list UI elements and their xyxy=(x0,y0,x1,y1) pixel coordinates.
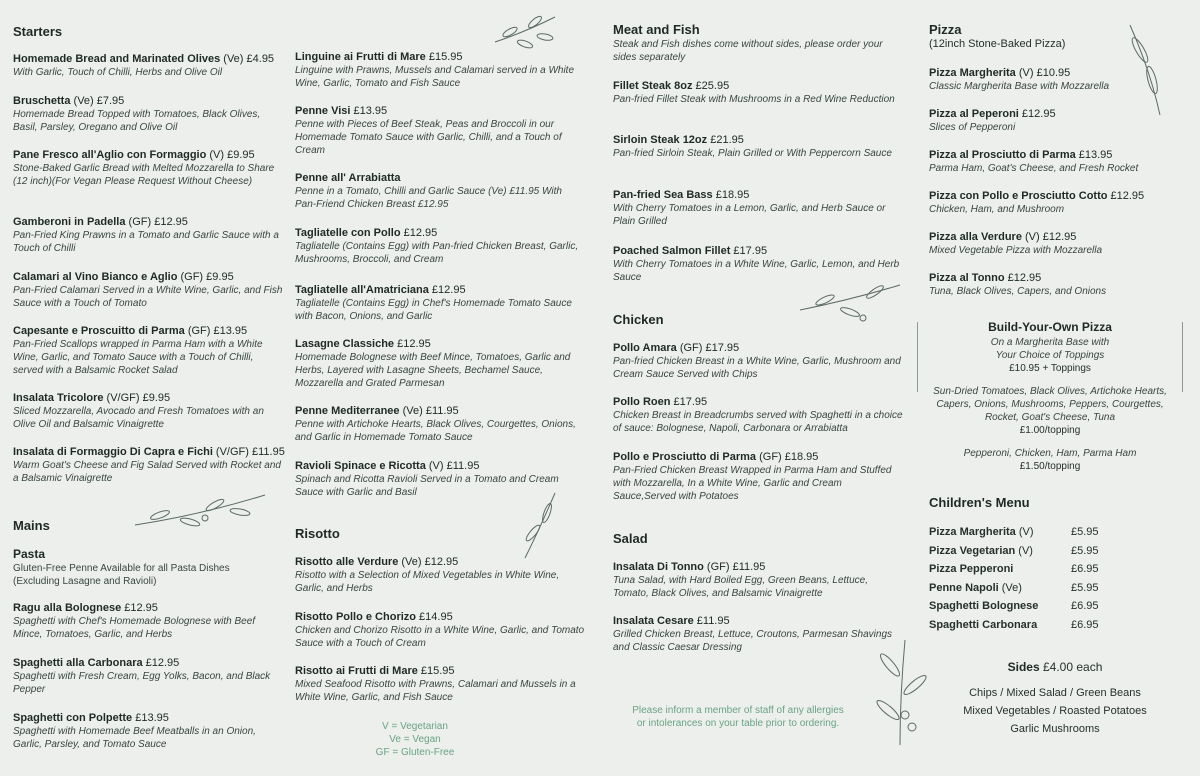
menu-item-name xyxy=(295,226,585,240)
dish-description: Mixed Vegetable Pizza with Mozzarella xyxy=(929,245,1103,256)
dish-description: Pan-Fried King Prawns in a Tomato and Garlic Sauce with a Touch of Chilli xyxy=(13,230,279,254)
byo-veg-price: £1.00/topping xyxy=(1019,425,1081,436)
byo-block xyxy=(920,320,1180,473)
menu-item xyxy=(295,50,585,90)
menu-item-name xyxy=(295,171,585,185)
diet-tag: (V) xyxy=(425,460,444,472)
dish-price: £13.95 xyxy=(132,712,169,724)
menu-item xyxy=(13,711,275,751)
diet-tag: (GF) xyxy=(703,561,730,573)
pasta-heading: Pasta xyxy=(13,547,46,561)
dish-name: Insalata Tricolore xyxy=(13,392,104,404)
dish-price: £9.95 xyxy=(139,392,171,404)
olive-branch-icon xyxy=(795,280,905,330)
menu-item xyxy=(929,66,1179,93)
dish-name: Pollo e Prosciutto di Parma xyxy=(613,451,757,463)
diet-tag: (GF) xyxy=(756,451,782,463)
dish-description: With Cherry Tomatoes in a Lemon, Garlic, and Herb Sauce or Plain Grilled xyxy=(613,203,886,227)
diet-tag: (V) xyxy=(1015,67,1034,79)
dish-description: Classic Margherita Base with Mozzarella xyxy=(929,81,1110,92)
diet-tag: (Ve) xyxy=(220,53,244,65)
menu-item-name xyxy=(13,601,275,615)
sides-line: Garlic Mushrooms xyxy=(1010,723,1100,735)
menu-item xyxy=(13,270,285,310)
dish-name: Penne Visi xyxy=(295,105,351,117)
dish-description: Spaghetti with Homemade Beef Meatballs in an Onion, Garlic, Parsley, and Tomato Sauce xyxy=(13,726,256,750)
dish-description: Homemade Bread Topped with Tomatoes, Black Olives, Basil, Parsley, Oregano and Olive Oil xyxy=(13,109,261,133)
dish-price: £10.95 xyxy=(1033,67,1071,79)
dish-price: £17.95 xyxy=(702,342,740,354)
dish-description: With Garlic, Touch of Chilli, Herbs and Olive Oil xyxy=(13,67,223,78)
menu-item xyxy=(295,104,585,157)
dish-name: Tagliatelle con Pollo xyxy=(295,227,401,239)
diet-legend xyxy=(360,720,470,759)
dish-price: £21.95 xyxy=(707,134,744,146)
dish-description: Pan-Fried Chicken Breast Wrapped in Parma Ham and Stuffed with Mozzarella, In a White Wine, Garlic and Cream Sauce,Served with Potatoes xyxy=(613,465,892,502)
dish-name: Risotto ai Frutti di Mare xyxy=(295,665,418,677)
diet-tag: (Ve) xyxy=(398,556,422,568)
dish-price: £13.95 xyxy=(210,325,248,337)
diet-tag: (V) xyxy=(1015,544,1033,557)
dish-price: £25.95 xyxy=(692,80,730,92)
legend-vegan: Ve = Vegan xyxy=(389,734,441,745)
diet-tag: (V) xyxy=(206,149,225,161)
dish-name: Pizza alla Verdure xyxy=(929,231,1022,243)
menu-item xyxy=(613,560,898,600)
sides-block xyxy=(930,660,1180,738)
dish-name: Gamberoni in Padella xyxy=(13,216,126,228)
dish-description: Pan-Fried Calamari Served in a White Wine, Garlic, and Fish Sauce with a Touch of Tomato xyxy=(13,285,283,309)
menu-item-name xyxy=(929,148,1179,162)
dish-name: Homemade Bread and Marinated Olives xyxy=(13,53,221,65)
kids-dish-price: £6.95 xyxy=(1071,563,1099,575)
menu-item xyxy=(13,391,285,431)
dish-price: £12.95 xyxy=(1039,231,1077,243)
menu-item xyxy=(295,555,587,595)
sides-price: £4.00 each xyxy=(1042,660,1103,674)
pizza-heading: Pizza xyxy=(929,22,962,37)
dish-name: Sirloin Steak 12oz xyxy=(613,134,708,146)
dish-name: Spaghetti alla Carbonara xyxy=(13,657,143,669)
dish-name: Pizza Margherita xyxy=(929,67,1016,79)
kids-menu-row xyxy=(929,544,1109,558)
kids-menu-row xyxy=(929,599,1109,613)
chicken-heading: Chicken xyxy=(613,312,664,327)
divider-right xyxy=(1182,322,1183,392)
menu-item xyxy=(13,215,285,255)
dish-name: Ravioli Spinace e Ricotta xyxy=(295,460,426,472)
menu-item-name xyxy=(295,404,585,418)
meat-note: Steak and Fish dishes come without sides, please order your sides separately xyxy=(613,39,883,63)
pizza-subheading: (12inch Stone-Baked Pizza) xyxy=(929,38,1066,50)
byo-meat-price: £1.50/topping xyxy=(1019,461,1081,472)
dish-name: Pizza al Peperoni xyxy=(929,108,1019,120)
kids-menu-row xyxy=(929,525,1109,539)
menu-item-name xyxy=(295,555,587,569)
dish-price: £11.95 xyxy=(248,446,285,458)
menu-item-name xyxy=(613,450,905,464)
menu-item xyxy=(613,614,898,654)
menu-item xyxy=(295,664,587,704)
dish-price: £9.95 xyxy=(224,149,255,161)
menu-item-name xyxy=(295,610,587,624)
dish-name: Spaghetti con Polpette xyxy=(13,712,133,724)
byo-line2: Your Choice of Toppings xyxy=(995,350,1105,361)
menu-item xyxy=(295,610,587,650)
legend-vegetarian: V = Vegetarian xyxy=(382,721,448,732)
menu-item xyxy=(929,148,1179,175)
kids-menu-row xyxy=(929,562,1109,576)
allergy-note: Please inform a member of staff of any allergies or intolerances on your table prior to ordering. xyxy=(632,705,844,729)
dish-price: £12.95 xyxy=(394,338,431,350)
dish-name: Capesante e Proscuitto di Parma xyxy=(13,325,185,337)
dish-description: Grilled Chicken Breast, Lettuce, Croutons, Parmesan Shavings and Classic Caesar Dressing xyxy=(613,629,893,653)
dish-price: £12.95 xyxy=(1004,272,1042,284)
dish-name: Risotto alle Verdure xyxy=(295,556,399,568)
menu-item-name xyxy=(613,395,905,409)
menu-item-name xyxy=(295,50,585,64)
diet-tag: (Ve) xyxy=(399,405,423,417)
menu-item-name xyxy=(613,341,905,355)
menu-item xyxy=(13,601,275,641)
sides-heading: Sides xyxy=(1007,660,1040,674)
menu-item-name xyxy=(929,66,1179,80)
menu-item xyxy=(613,341,905,381)
dish-description: Spaghetti with Fresh Cream, Egg Yolks, Bacon, and Black Pepper xyxy=(13,671,271,695)
dish-description: Pan-Fried Scallops wrapped in Parma Ham with a White Wine, Garlic, and Tomato Sauce with a Touch of Chilli, served with a Balsamic Rocket Salad xyxy=(13,339,263,376)
diet-tag: (GF) xyxy=(676,342,703,354)
menu-item-name xyxy=(13,656,275,670)
menu-item xyxy=(613,79,903,106)
dish-price: £9.95 xyxy=(203,271,234,283)
dish-name: Fillet Steak 8oz xyxy=(613,80,693,92)
menu-item-name xyxy=(13,324,285,338)
menu-item xyxy=(13,148,285,188)
menu-item xyxy=(13,445,285,485)
mains-heading: Mains xyxy=(13,518,50,533)
dish-price: £12.95 xyxy=(1107,190,1145,202)
menu-item xyxy=(929,230,1179,257)
diet-tag: (Ve) xyxy=(70,95,94,107)
kids-dish-name: Pizza Pepperoni xyxy=(929,563,1014,575)
dish-price: £12.95 xyxy=(428,284,466,296)
menu-item-name xyxy=(13,215,285,229)
dish-description: Penne with Artichoke Hearts, Black Olives, Courgettes, Onions, and Garlic in Homemade Tomato Sauce xyxy=(295,419,576,443)
kids-dish-name: Spaghetti Bolognese xyxy=(929,600,1039,612)
dish-price: £12.95 xyxy=(400,227,438,239)
dish-name: Pane Fresco all'Aglio con Formaggio xyxy=(13,149,207,161)
diet-tag: (GF) xyxy=(177,271,204,283)
dish-price: £13.95 xyxy=(1075,149,1113,161)
kids-dish-price: £5.95 xyxy=(1071,544,1099,557)
legend-gluten-free: GF = Gluten-Free xyxy=(375,747,455,758)
menu-item xyxy=(613,244,903,284)
kids-dish-price: £5.95 xyxy=(1071,526,1099,538)
dish-name: Insalata di Formaggio Di Capra e Fichi xyxy=(13,446,213,458)
dish-description: Penne in a Tomato, Chilli and Garlic Sauce (Ve) £11.95 With Pan-Friend Chicken Breast £12.95 xyxy=(295,186,562,210)
kids-menu-row xyxy=(929,581,1109,595)
salad-heading: Salad xyxy=(613,531,648,546)
dish-price: £11.95 xyxy=(693,615,730,627)
diet-tag: (V/GF) xyxy=(212,446,249,458)
kids-dish-name: Pizza Vegetarian xyxy=(929,544,1016,557)
menu-item xyxy=(929,107,1179,134)
menu-item-name xyxy=(295,104,585,118)
menu-item-name xyxy=(13,445,285,459)
dish-price: £12.95 xyxy=(421,556,459,568)
byo-veg-toppings: Sun-Dried Tomatoes, Black Olives, Artichoke Hearts, Capers, Onions, Mushrooms, Peppers, Courgettes, Rocket, Goat's Cheese, Tuna xyxy=(933,386,1167,423)
byo-meat-toppings: Pepperoni, Chicken, Ham, Parma Ham xyxy=(963,448,1137,459)
dish-name: Pizza con Pollo e Prosciutto Cotto xyxy=(929,190,1108,202)
diet-tag: (Ve) xyxy=(998,581,1022,594)
dish-description: Stone-Baked Garlic Bread with Melted Mozzarella to Share (12 inch)(For Vegan Please Request Without Cheese) xyxy=(13,163,275,187)
dish-price: £15.95 xyxy=(417,665,455,677)
dish-price: £13.95 xyxy=(350,105,388,117)
diet-tag: (GF) xyxy=(184,325,211,337)
dish-name: Poached Salmon Fillet xyxy=(613,245,731,257)
kids-dish-name: Pizza Margherita xyxy=(929,526,1016,538)
dish-name: Insalata Di Tonno xyxy=(613,561,704,573)
dish-description: Chicken and Chorizo Risotto in a White Wine, Garlic, and Tomato Sauce with a Touch of Cream xyxy=(295,625,585,649)
dish-price: £11.95 xyxy=(422,405,459,417)
dish-price: £4.95 xyxy=(243,53,275,65)
kids-dish-name: Spaghetti Carbonara xyxy=(929,618,1038,631)
dish-description: Tagliatelle (Contains Egg) with Pan-fried Chicken Breast, Garlic, Mushrooms, Broccoli, and Cream xyxy=(295,241,579,265)
byo-line3: £10.95 + Toppings xyxy=(1009,363,1091,374)
dish-name: Pollo Amara xyxy=(613,342,677,354)
menu-item xyxy=(295,404,585,444)
pasta-note: Gluten-Free Penne Available for all Pasta Dishes (Excluding Lasagne and Ravioli) xyxy=(13,563,230,587)
sides-line: Chips / Mixed Salad / Green Beans xyxy=(969,687,1141,699)
dish-description: Parma Ham, Goat's Cheese, and Fresh Rocket xyxy=(929,163,1139,174)
diet-tag: (V) xyxy=(1021,231,1040,243)
dish-description: Risotto with a Selection of Mixed Vegetables in White Wine, Garlic, and Herbs xyxy=(295,570,560,594)
menu-item xyxy=(295,283,585,323)
risotto-heading: Risotto xyxy=(295,526,340,541)
dish-description: Pan-fried Sirloin Steak, Plain Grilled or With Peppercorn Sauce xyxy=(613,148,892,159)
dish-description: Tuna Salad, with Hard Boiled Egg, Green Beans, Lettuce, Tomato, Black Olives, and Balsamic Vinaigrette xyxy=(613,575,868,599)
diet-tag: (V/GF) xyxy=(103,392,140,404)
dish-name: Lasagne Classiche xyxy=(295,338,395,350)
dish-name: Penne all' Arrabiatta xyxy=(295,172,401,184)
menu-item-name xyxy=(13,148,285,162)
dish-name: Ragu alla Bolognese xyxy=(13,602,122,614)
menu-item-name xyxy=(13,711,275,725)
menu-item xyxy=(295,459,585,499)
dish-description: Chicken, Ham, and Mushroom xyxy=(929,204,1065,215)
dish-name: Penne Mediterranee xyxy=(295,405,400,417)
dish-description: Tagliatelle (Contains Egg) in Chef's Homemade Tomato Sauce with Bacon, Onions, and Garlic xyxy=(295,298,572,322)
dish-description: Linguine with Prawns, Mussels and Calamari served in a White Wine, Garlic, Tomato and Fish Sauce xyxy=(295,65,575,89)
dish-price: £18.95 xyxy=(781,451,819,463)
kids-dish-price: £6.95 xyxy=(1071,618,1099,631)
dish-price: £17.95 xyxy=(730,245,768,257)
dish-price: £14.95 xyxy=(416,611,453,623)
menu-item xyxy=(613,395,905,435)
menu-item-name xyxy=(13,94,285,108)
dish-name: Risotto Pollo e Chorizo xyxy=(295,611,416,623)
dish-description: Spaghetti with Chef's Homemade Bolognese with Beef Mince, Tomatoes, Garlic, and Herbs xyxy=(13,616,256,640)
kids-menu-row xyxy=(929,618,1109,632)
menu-item xyxy=(295,226,585,266)
menu-item-name xyxy=(613,244,903,258)
byo-line1: On a Margherita Base with xyxy=(990,337,1110,348)
dish-name: Pollo Roen xyxy=(613,396,671,408)
menu-item xyxy=(929,189,1179,216)
menu-item xyxy=(13,94,285,134)
menu-item-name xyxy=(13,52,285,66)
menu-item xyxy=(613,133,903,160)
menu-item-name xyxy=(295,459,585,473)
dish-description: Warm Goat's Cheese and Fig Salad Served with Rocket and a Balsamic Vinaigrette xyxy=(13,460,281,484)
starters-heading: Starters xyxy=(13,24,63,39)
dish-price: £17.95 xyxy=(670,396,708,408)
dish-price: £12.95 xyxy=(151,216,188,228)
kids-dish-name: Penne Napoli xyxy=(929,581,999,594)
dish-price: £12.95 xyxy=(121,602,158,614)
dish-description: Penne with Pieces of Beef Steak, Peas and Broccoli in our Homemade Tomato Sauce with Garlic, Chilli, and a Touch of Cream xyxy=(295,119,562,156)
menu-item-name xyxy=(295,664,587,678)
menu-item xyxy=(613,450,905,503)
dish-name: Linguine ai Frutti di Mare xyxy=(295,51,426,63)
menu-item xyxy=(613,188,903,228)
olive-branch-icon xyxy=(130,490,270,535)
dish-price: £12.95 xyxy=(1018,108,1056,120)
menu-item-name xyxy=(613,560,898,574)
byo-heading: Build-Your-Own Pizza xyxy=(988,320,1112,334)
dish-name: Insalata Cesare xyxy=(613,615,694,627)
menu-item-name xyxy=(613,79,903,93)
diet-tag: (V) xyxy=(1015,526,1034,538)
dish-description: Tuna, Black Olives, Capers, and Onions xyxy=(929,286,1107,297)
divider-left xyxy=(917,322,918,392)
menu-item-name xyxy=(295,337,585,351)
dish-name: Calamari al Vino Bianco e Aglio xyxy=(13,271,178,283)
dish-description: Pan-fried Chicken Breast in a White Wine, Garlic, Mushroom and Cream Sauce Served with Chips xyxy=(613,356,901,380)
menu-item-name xyxy=(613,133,903,147)
dish-name: Pizza al Prosciutto di Parma xyxy=(929,149,1076,161)
dish-description: Spinach and Ricotta Ravioli Served in a Tomato and Cream Sauce with Garlic and Basil xyxy=(295,474,559,498)
dish-price: £12.95 xyxy=(142,657,180,669)
dish-name: Bruschetta xyxy=(13,95,71,107)
dish-description: With Cherry Tomatoes in a White Wine, Garlic, Lemon, and Herb Sauce xyxy=(613,259,900,283)
dish-description: Sliced Mozzarella, Avocado and Fresh Tomatoes with an Olive Oil and Balsamic Vinaigrette xyxy=(13,406,264,430)
dish-description: Pan-fried Fillet Steak with Mushrooms in a Red Wine Reduction xyxy=(613,94,895,105)
menu-item xyxy=(13,324,285,377)
dish-price: £7.95 xyxy=(93,95,125,107)
menu-item-name xyxy=(295,283,585,297)
dish-name: Pizza al Tonno xyxy=(929,272,1005,284)
dish-price: £18.95 xyxy=(712,189,750,201)
menu-item xyxy=(295,171,585,211)
dish-price: £15.95 xyxy=(425,51,463,63)
sides-line: Mixed Vegetables / Roasted Potatoes xyxy=(963,705,1147,717)
dish-description: Chicken Breast in Breadcrumbs served with Spaghetti in a choice of sauce: Bolognese, Napoli, Carbonara or Arrabiatta xyxy=(613,410,903,434)
dish-description: Homemade Bolognese with Beef Mince, Tomatoes, Garlic and Herbs, Layered with Lasagne Sheets, Bechamel Sauce, Mozzarella and Grated Parmesan xyxy=(295,352,571,389)
diet-tag: (GF) xyxy=(125,216,152,228)
menu-item xyxy=(13,52,285,79)
leaf-sprig-icon xyxy=(515,488,565,563)
menu-item-name xyxy=(613,614,898,628)
dish-name: Pan-fried Sea Bass xyxy=(613,189,713,201)
dish-description: Mixed Seafood Risotto with Prawns, Calamari and Mussels in a White Wine, Garlic, and Fish Sauce xyxy=(295,679,576,703)
dish-name: Tagliatelle all'Amatriciana xyxy=(295,284,429,296)
kids-dish-price: £5.95 xyxy=(1071,581,1099,594)
menu-item-name xyxy=(929,230,1179,244)
menu-item-name xyxy=(13,391,285,405)
dish-description: Slices of Pepperoni xyxy=(929,122,1016,133)
dish-price: £11.95 xyxy=(443,460,480,472)
kids-dish-price: £6.95 xyxy=(1071,600,1099,612)
menu-item xyxy=(929,271,1179,298)
menu-item-name xyxy=(929,189,1179,203)
menu-item-name xyxy=(929,107,1179,121)
menu-item xyxy=(13,656,275,696)
dish-price: £11.95 xyxy=(729,561,766,573)
children-heading: Children's Menu xyxy=(929,495,1030,510)
menu-item xyxy=(295,337,585,390)
menu-item-name xyxy=(929,271,1179,285)
meat-heading: Meat and Fish xyxy=(613,22,700,37)
menu-item-name xyxy=(13,270,285,284)
menu-item-name xyxy=(613,188,903,202)
